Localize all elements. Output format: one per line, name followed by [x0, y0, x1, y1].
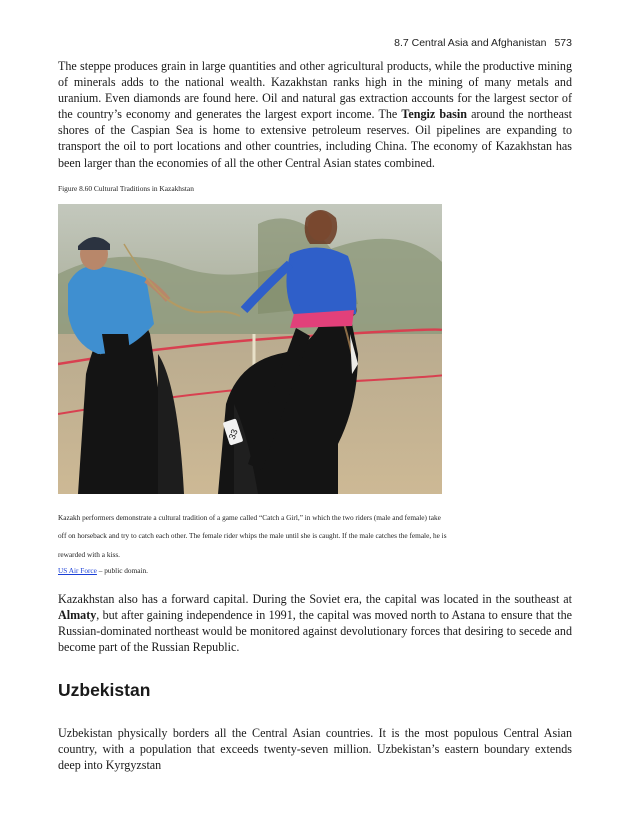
figure-caption: Kazakh performers demonstrate a cultural tradition of a game called “Catch a Girl,” in which the two riders (male and female) take off on horseback and try to catch each other. The female rider whips the male until she is caught. If the male catches the female, he is rewarded with a kiss.: [58, 513, 447, 559]
p1-text-b: around the northeast shores of the Caspian Sea is home to extensive petroleum reserves. Oil pipelines are expanding to transport the oil to port locations and other countries, including China. The economy of Kazakhstan has been larger than the economies of all the other Central Asian states combined.: [58, 107, 573, 170]
credit-link[interactable]: US Air Force: [58, 566, 97, 575]
page-number: 573: [554, 37, 572, 49]
section-title-uzbekistan: Uzbekistan: [58, 680, 151, 700]
credit-license: – public domain.: [96, 566, 148, 575]
paragraph-forward-capital: [58, 591, 572, 655]
header-section: 8.7 Central Asia and Afghanistan: [394, 37, 547, 49]
figure-photo: [58, 204, 442, 494]
running-header: [394, 37, 572, 49]
term-tengiz-basin: Tengiz basin: [401, 107, 467, 122]
p1-text-a: The steppe produces grain in large quantities and other agricultural products, while the productive mining of minerals adds to the national wealth. Kazakhstan ranks high in the mining of many metals and uranium. Even diamonds are found here. Oil and natural gas extraction accounts for the largest sector of the country’s economy and generates the largest export income. The: [58, 59, 572, 122]
term-almaty: Almaty: [58, 608, 97, 623]
figure-credit: [58, 566, 148, 575]
figure-label: Figure 8.60 Cultural Traditions in Kazakhstan: [58, 184, 194, 193]
paragraph-kazakhstan-economy: [58, 58, 572, 171]
p2-text-a: Kazakhstan also has a forward capital. During the Soviet era, the capital was located in the southeast at: [58, 592, 572, 606]
riders-photo-illustration: [58, 204, 442, 494]
p2-text-b: , but after gaining independence in 1991, the capital was moved north to Astana to ensure that the Russian-dominated northeast would be monitored against devolutionary forces that desiring to secede and become part of the Russian Republic.: [58, 608, 572, 655]
rider-number-label: 33: [226, 427, 240, 441]
paragraph-uzbekistan: Uzbekistan physically borders all the Central Asian countries. It is the most populous Central Asian country, with a population that exceeds twenty-seven million. Uzbekistan’s eastern boundary extends deep into Kyrgyzstan: [58, 726, 572, 773]
